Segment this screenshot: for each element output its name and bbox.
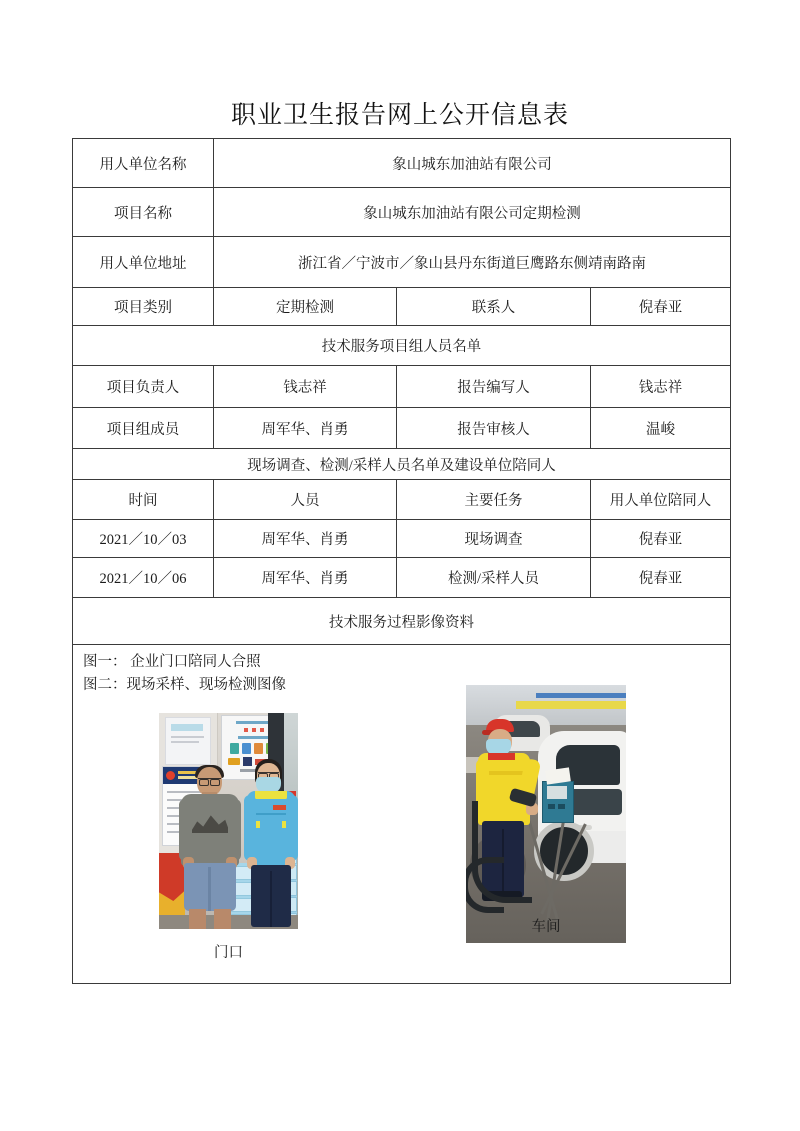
- person-inspector: [181, 767, 239, 929]
- survey-personnel-1: 周军华、肖勇: [214, 520, 397, 558]
- left-arm: [244, 795, 256, 861]
- project-type-label: 项目类别: [73, 288, 214, 326]
- left-leg: [189, 909, 206, 929]
- left-arm: [179, 799, 192, 861]
- right-leg: [214, 909, 231, 929]
- canopy-yellow-band: [516, 701, 626, 709]
- table-row-project-leader: [73, 366, 731, 408]
- survey-task-2: 检测/采样人员: [397, 558, 591, 598]
- table-row-employer-address: [73, 237, 731, 288]
- report-writer-value: 钱志祥: [591, 366, 731, 408]
- employer-address-label: 用人单位地址: [73, 237, 214, 288]
- column-header-accompany: 用人单位陪同人: [591, 480, 731, 520]
- contact-label: 联系人: [397, 288, 591, 326]
- eyeglasses-icon: [198, 778, 221, 784]
- employer-address-value: 浙江省／宁波市／象山县丹东街道巨鹰路东侧靖南路南: [214, 237, 731, 288]
- person-staff-accompany: [247, 761, 295, 929]
- report-reviewer-value: 温峻: [591, 408, 731, 449]
- denim-shorts: [184, 863, 236, 911]
- table-row-survey-columns: [73, 480, 731, 520]
- survey-time-1: 2021／10／03: [73, 520, 214, 558]
- right-arm: [286, 795, 298, 861]
- survey-accompany-1: 倪春亚: [591, 520, 731, 558]
- poster-text-line: [171, 736, 204, 738]
- table-row-project-name: [73, 188, 731, 237]
- contact-value: 倪春亚: [591, 288, 731, 326]
- dark-trousers: [251, 865, 291, 927]
- employer-name-label: 用人单位名称: [73, 139, 214, 188]
- employer-name-value: 象山城东加油站有限公司: [214, 139, 731, 188]
- right-arm: [228, 799, 241, 861]
- jacket-collar: [488, 753, 515, 760]
- page-title: 职业卫生报告网上公开信息表: [230, 102, 569, 129]
- table-row-team-members: [73, 408, 731, 449]
- uniform-collar: [255, 791, 287, 799]
- media-section-header: 技术服务过程影像资料: [73, 598, 731, 645]
- survey-task-1: 现场调查: [397, 520, 591, 558]
- team-section-header: 技术服务项目组人员名单: [73, 326, 731, 366]
- poster-banner: [171, 724, 203, 731]
- instrument-button: [558, 804, 565, 809]
- column-header-personnel: 人员: [214, 480, 397, 520]
- table-row-media-section-header: [73, 598, 731, 645]
- fuel-hose-coil: [466, 857, 504, 913]
- survey-accompany-2: 倪春亚: [591, 558, 731, 598]
- survey-personnel-2: 周军华、肖勇: [214, 558, 397, 598]
- table-row-project-type: [73, 288, 731, 326]
- project-leader-label: 项目负责人: [73, 366, 214, 408]
- column-header-task: 主要任务: [397, 480, 591, 520]
- instrument-display: [547, 786, 567, 799]
- survey-time-2: 2021／10／06: [73, 558, 214, 598]
- photo-label-entrance: 门口: [214, 945, 243, 961]
- public-information-table: [72, 138, 731, 984]
- poster-emblem-icon: [166, 771, 175, 780]
- media-caption-line-2: 图二：现场采样、现场检测图像: [83, 677, 286, 693]
- table-row-survey-section-header: [73, 449, 731, 480]
- photo-label-workshop: 车间: [531, 919, 561, 935]
- survey-section-header: 现场调查、检测/采样人员名单及建设单位陪同人: [73, 449, 731, 480]
- table-row-survey-record-2: [73, 558, 731, 598]
- team-members-label: 项目组成员: [73, 408, 214, 449]
- report-reviewer-label: 报告审核人: [397, 408, 591, 449]
- project-name-value: 象山城东加油站有限公司定期检测: [214, 188, 731, 237]
- project-type-value: 定期检测: [214, 288, 397, 326]
- instrument-button: [548, 804, 555, 809]
- report-writer-label: 报告编写人: [397, 366, 591, 408]
- table-row-employer-name: [73, 139, 731, 188]
- media-caption-line-1: 图一： 企业门口陪同人合照: [83, 654, 261, 670]
- table-row-team-section-header: [73, 326, 731, 366]
- column-header-time: 时间: [73, 480, 214, 520]
- sampling-instrument: [542, 781, 574, 823]
- photo-entrance: [159, 713, 298, 929]
- project-leader-value: 钱志祥: [214, 366, 397, 408]
- media-cell: [73, 645, 731, 984]
- notice-poster-small-icon: [165, 717, 211, 765]
- canopy-blue-bar: [536, 693, 626, 698]
- poster-text-line: [171, 741, 199, 743]
- table-row-media-content: [73, 645, 731, 984]
- team-members-value: 周军华、肖勇: [214, 408, 397, 449]
- table-row-survey-record-1: [73, 520, 731, 558]
- photo-workshop: [466, 685, 626, 943]
- project-name-label: 项目名称: [73, 188, 214, 237]
- media-caption-list: [83, 651, 286, 697]
- uniform-pocket-line: [253, 813, 289, 815]
